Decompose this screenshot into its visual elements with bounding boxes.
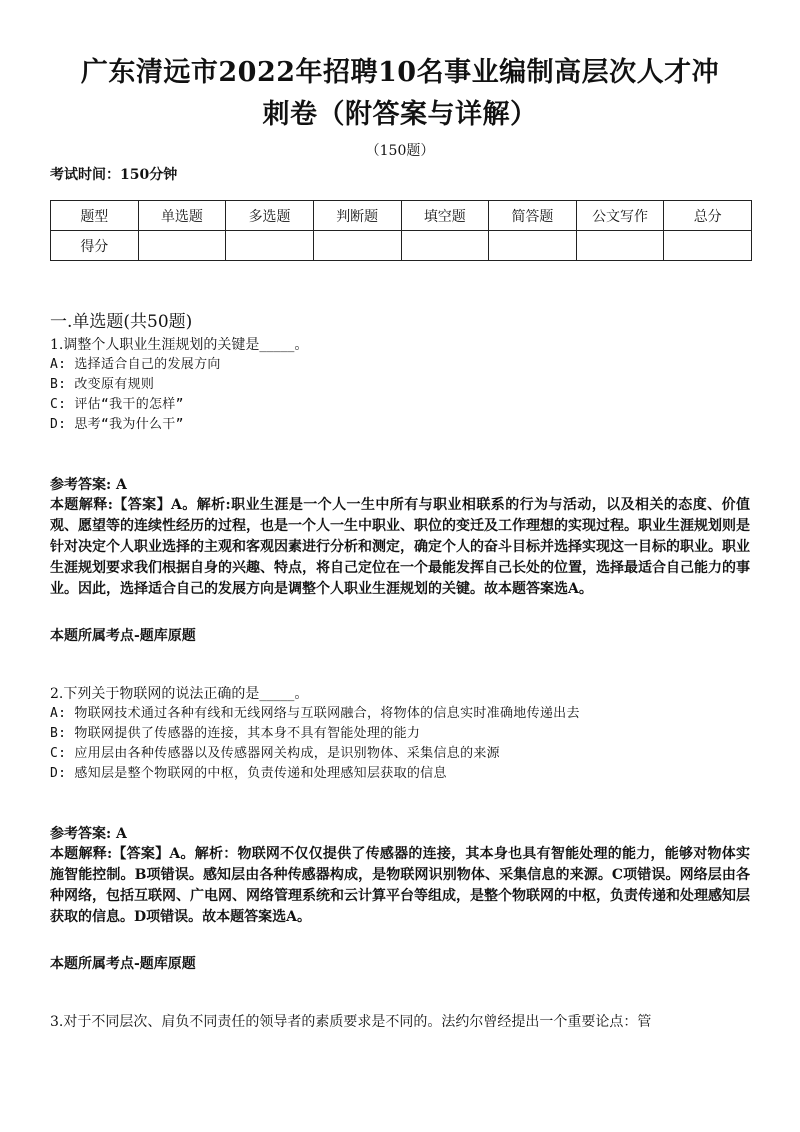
score-cell: [138, 231, 226, 261]
answer-block: [50, 824, 750, 928]
option-c: C: 评估“我干的怎样”: [50, 397, 184, 412]
answer-explanation: 本题解释:【答案】A。解析：物联网不仅仅提供了传感器的连接，其本身也具有智能处理的能力，能够对物体实施智能控制。B项错误。感知层由各种传感器构成，是物联网识别物体、采集信息的来源。C项错误。网络层由各种网络，包括互联网、广电网、网络管理系统和云计算平台等组成，是整个物联网的中枢，负责传递和处理感知层获取的信息。D项错误。故本题答案选A。: [50, 846, 750, 925]
question-2: [50, 684, 750, 974]
score-cell: [401, 231, 489, 261]
option-a: A: 选择适合自己的发展方向: [50, 357, 221, 372]
score-header-cell: 多选题: [226, 201, 314, 231]
score-header-cell: 总分: [664, 201, 752, 231]
exam-time: 考试时间：150分钟: [50, 167, 178, 183]
title-line-1: 广东清远市2022年招聘10名事业编制高层次人才冲: [80, 57, 720, 88]
question-3: [50, 1012, 750, 1032]
answer-explanation: 本题解释:【答案】A。解析:职业生涯是一个人一生中所有与职业相联系的行为与活动，以及相关的态度、价值观、愿望等的连续性经历的过程，也是一个人一生中职业、职位的变迁及工作理想的实现过程。职业生涯规划则是针对决定个人职业选择的主观和客观因素进行分析和测定，确定个人的奋斗目标并选择实现这一目标的职业。职业生涯规划要求我们根据自身的兴趣、特点，将自己定位在一个最能发挥自己长处的位置，选择最适合自己能力的事业。因此，选择适合自己的发展方向是调整个人职业生涯规划的关键。故本题答案选A。: [50, 497, 750, 597]
option-b: B: 改变原有规则: [50, 377, 155, 392]
score-cell: [664, 231, 752, 261]
option-d: D: 思考“我为什么干”: [50, 417, 184, 432]
score-cell: [576, 231, 664, 261]
option-c: C: 应用层由各种传感器以及传感器网关构成，是识别物体、采集信息的来源: [50, 746, 500, 761]
question-1: [50, 335, 750, 646]
score-table: [50, 200, 752, 261]
question-stem: 3.对于不同层次、肩负不同责任的领导者的素质要求是不同的。法约尔曾经提出一个重要论点：管: [50, 1014, 652, 1030]
score-row-label: 得分: [51, 231, 139, 261]
question-stem: 1.调整个人职业生涯规划的关键是_____。: [50, 337, 309, 353]
score-header-cell: 单选题: [138, 201, 226, 231]
title-line-2: 刺卷（附答案与详解）: [262, 99, 538, 130]
document-title: [50, 0, 750, 136]
question-topic: 本题所属考点-题库原题: [50, 628, 196, 644]
option-d: D: 感知层是整个物联网的中枢，负责传递和处理感知层获取的信息: [50, 766, 447, 781]
answer-block: [50, 475, 750, 600]
question-stem: 2.下列关于物联网的说法正确的是_____。: [50, 686, 309, 702]
reference-answer: 参考答案: A: [50, 826, 127, 842]
score-header-cell: 简答题: [489, 201, 577, 231]
score-cell: [489, 231, 577, 261]
score-table-score-row: [51, 231, 752, 261]
question-count: （150题）: [365, 143, 435, 159]
score-cell: [313, 231, 401, 261]
option-b: B: 物联网提供了传感器的连接，其本身不具有智能处理的能力: [50, 726, 421, 741]
score-header-cell: 判断题: [313, 201, 401, 231]
question-topic: 本题所属考点-题库原题: [50, 956, 196, 972]
score-cell: [226, 231, 314, 261]
score-header-cell: 公文写作: [576, 201, 664, 231]
score-header-cell: 填空题: [401, 201, 489, 231]
reference-answer: 参考答案: A: [50, 477, 127, 493]
score-header-cell: 题型: [51, 201, 139, 231]
option-a: A: 物联网技术通过各种有线和无线网络与互联网融合，将物体的信息实时准确地传递出去: [50, 706, 580, 721]
section-title: 一.单选题(共50题): [50, 312, 193, 332]
score-table-header-row: [51, 201, 752, 231]
